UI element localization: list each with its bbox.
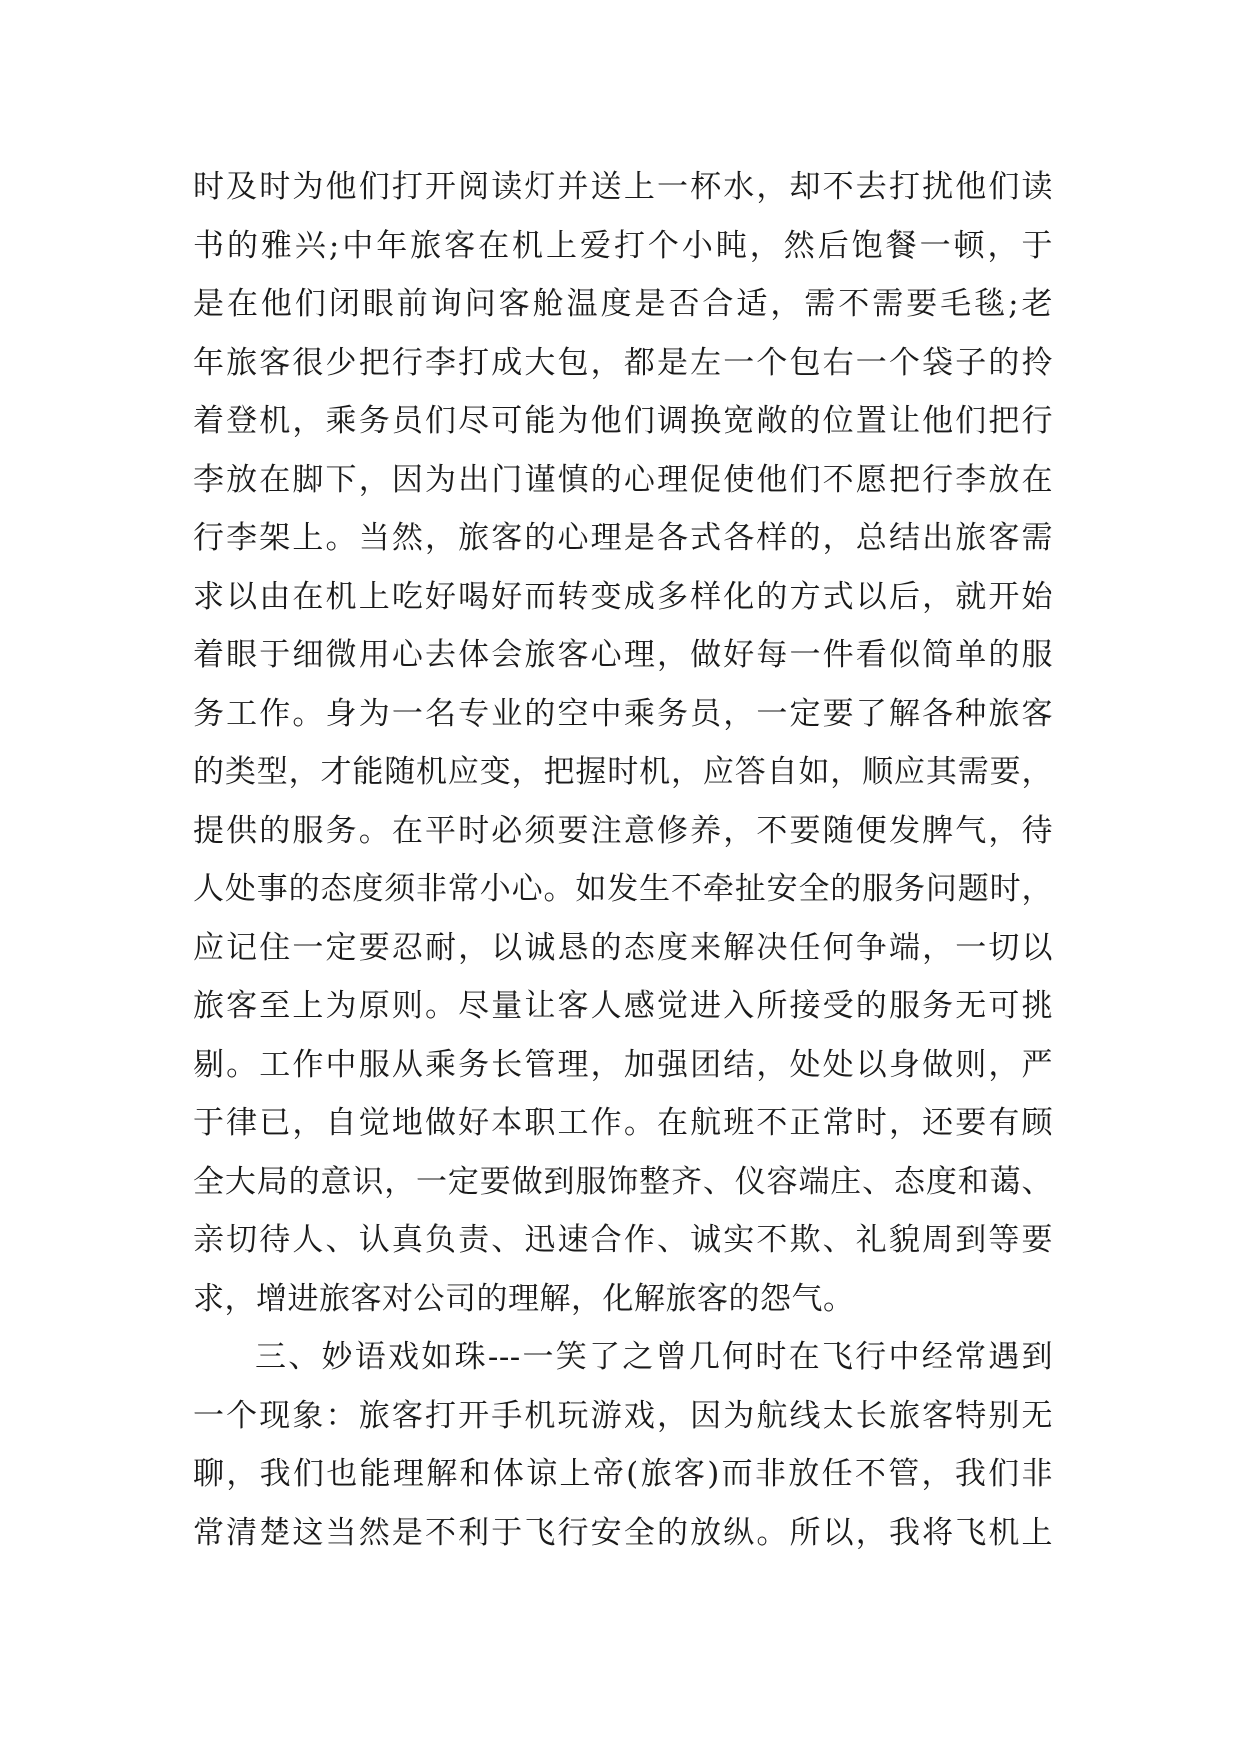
text-line: 行李架上。当然，旅客的心理是各式各样的，总结出旅客需: [193, 520, 1053, 556]
text-line: 是在他们闭眼前询问客舱温度是否合适，需不需要毛毯;老: [193, 286, 1053, 322]
text-line: 剔。工作中服从乘务长管理，加强团结，处处以身做则，严: [193, 1046, 1053, 1083]
text-line: 着登机，乘务员们尽可能为他们调换宽敞的位置让他们把行: [193, 403, 1053, 439]
text-line: 年旅客很少把行李打成大包，都是左一个包右一个袋子的拎: [193, 344, 1053, 381]
text-line: 亲切待人、认真负责、迅速合作、诚实不欺、礼貌周到等要: [193, 1222, 1053, 1258]
text-line: 时及时为他们打开阅读灯并送上一杯水，却不去打扰他们读: [193, 169, 1053, 205]
text-line: 聊，我们也能理解和体谅上帝(旅客)而非放任不管，我们非: [193, 1456, 1053, 1492]
text-line: 求以由在机上吃好喝好而转变成多样化的方式以后，就开始: [193, 578, 1053, 615]
text-line: 于律已，自觉地做好本职工作。在航班不正常时，还要有顾: [193, 1105, 1053, 1141]
section-heading-line: 三、妙语戏如珠---一笑了之曾几何时在飞行中经常遇到: [255, 1339, 1053, 1375]
text-line: 旅客至上为原则。尽量让客人感觉进入所接受的服务无可挑: [193, 988, 1053, 1024]
text-line: 着眼于细微用心去体会旅客心理，做好每一件看似简单的服: [193, 637, 1053, 673]
text-line: 提供的服务。在平时必须要注意修养，不要随便发脾气，待: [193, 812, 1053, 849]
text-line: 的类型，才能随机应变，把握时机，应答自如，顺应其需要，: [193, 754, 1053, 790]
text-line: 书的雅兴;中年旅客在机上爱打个小盹，然后饱餐一顿，于: [193, 227, 1053, 264]
text-line: 人处事的态度须非常小心。如发生不牵扯安全的服务问题时，: [193, 871, 1053, 907]
text-line: 应记住一定要忍耐，以诚恳的态度来解决任何争端，一切以: [193, 929, 1053, 966]
text-line: 李放在脚下，因为出门谨慎的心理促使他们不愿把行李放在: [193, 461, 1053, 498]
text-line: 一个现象：旅客打开手机玩游戏，因为航线太长旅客特别无: [193, 1397, 1053, 1434]
text-line: 全大局的意识，一定要做到服饰整齐、仪容端庄、态度和蔼、: [193, 1163, 1053, 1200]
text-line: 务工作。身为一名专业的空中乘务员，一定要了解各种旅客: [193, 695, 1053, 732]
text-line: 常清楚这当然是不利于飞行安全的放纵。所以，我将飞机上: [193, 1514, 1053, 1551]
paragraph-end-line: 求，增进旅客对公司的理解，化解旅客的怨气。: [193, 1280, 855, 1317]
body-text: [193, 158, 1053, 1562]
